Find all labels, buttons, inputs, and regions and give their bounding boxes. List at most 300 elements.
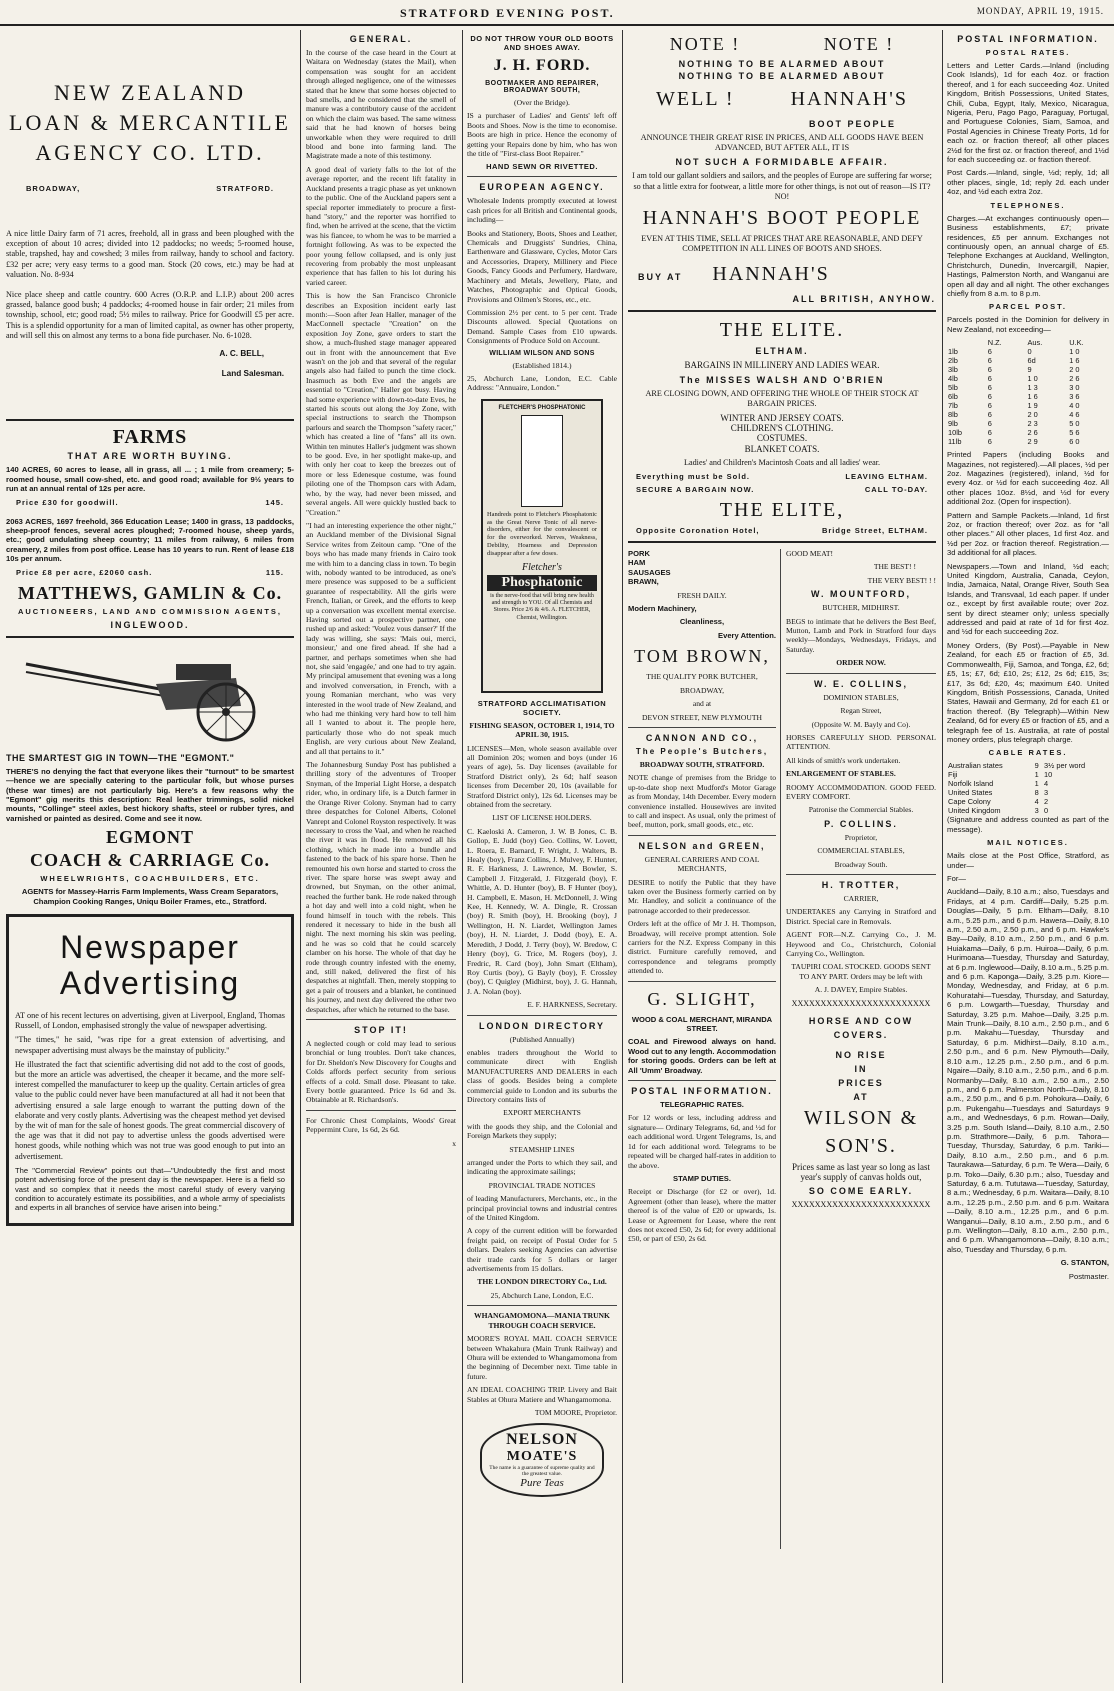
parcel-table-cell: 2lb bbox=[948, 356, 958, 366]
no-rise-4: AT bbox=[853, 1091, 869, 1102]
general-paragraph-2: A good deal of variety falls to the lot of the average reporter, and the recent lift fatality in Auckland presents a tragic phase as yet unknown to the public. One of the Auckland papers sent a special reporter immediately to procure a first-hand "story," and the reporter was horrified to find, when he arrived at the scene, that the victim was his fiancee, to whom he was to be married a fortnight following. As was to be expected the poor young fellow collapsed, and is only just recovering from probably the most unpleasant experience that has fallen to his lot during his varied career. bbox=[306, 164, 456, 287]
euro-items: Books and Stationery, Boots, Shoes and Leather, Chemicals and Druggists' Sundries, China, Earthenware and Glassware, Cycles, Motor Cars and Accessories, Drapery, Millinery and Piece Goods, Fancy Goods and Perfumery, Hardware, Machinery and Metals, Jewellery, Plate, and Watches, Photographic and Optical Goods, Provisions and Oilmen's Stores, etc., etc. bbox=[467, 228, 617, 304]
euro-paragraph: Wholesale Indents promptly executed at lowest cash prices for all British and Continental goods, including— bbox=[467, 196, 617, 225]
wilson-sons: SON'S. bbox=[825, 1134, 897, 1157]
parcel-paragraph: Parcels posted in the Dominion for delivery in New Zealand, not exceeding— bbox=[947, 315, 1109, 334]
cable-table-cell: Cape Colony bbox=[948, 797, 991, 807]
parcel-table-cell: 2 0 bbox=[1069, 365, 1080, 375]
elite-ladies: Ladies' and Children's Macintosh Coats and all ladies' wear. bbox=[683, 457, 881, 467]
trotter-name: H. TROTTER, bbox=[821, 879, 901, 890]
column-rule bbox=[462, 30, 463, 1683]
parcel-table-cell: 6 bbox=[987, 365, 992, 375]
whanga-signature: TOM MOORE, Proprietor. bbox=[534, 1407, 617, 1417]
euro-firm: WILLIAM WILSON AND SONS bbox=[489, 349, 595, 357]
no-rise-1: NO RISE bbox=[835, 1049, 887, 1060]
farms-number-2: 115. bbox=[265, 567, 284, 577]
whanga-title: WHANGAMOMONA—MANIA TRUNK THROUGH COACH SERVICE. bbox=[474, 1311, 610, 1330]
accl-season: FISHING SEASON, OCTOBER 1, 1914, TO APRIL 30, 1915. bbox=[469, 720, 615, 740]
parcel-table bbox=[947, 338, 1109, 446]
hoc-title-1: HORSE AND COW bbox=[808, 1015, 914, 1026]
collins-enlarge: ENLARGEMENT OF STABLES. bbox=[786, 769, 896, 779]
postal-postcards: Post Cards.—Inland, single, ½d; reply, 1d; all other places, single, 1d; reply 2d. each under 4oz, and ½d each extra 2oz. bbox=[947, 168, 1109, 197]
london-steam-paragraph: arranged under the Ports to which they sail, and indicating the approximate sailings; bbox=[467, 1158, 617, 1177]
newspapers-paragraph: Newspapers.—Town and Inland, ½d each; United Kingdom, Australia, Canada, Ceylon, India, Jamaica, Natal, Orange River, South Sea Islands, and Transvaal, 1d each paper. If under oz., except by first available route; over 2oz. sent by direct steamer only; unless specially addressed and paid at rate of 1d for first 4oz. and ½d for each succeeding 2oz. bbox=[947, 561, 1109, 637]
parcel-table-cell: 2 3 bbox=[1027, 419, 1038, 429]
pcollins-south: Broadway South. bbox=[834, 859, 888, 869]
cable-table-cell: 3 bbox=[1034, 806, 1039, 816]
farms-firm-name: MATTHEWS, GAMLIN & Co. bbox=[17, 582, 283, 603]
announce-text: ANNOUNCE THEIR GREAT RISE IN PRICES, AND ALL GOODS HAVE BEEN ADVANCED, BUT AFTER ALL, IT IS bbox=[640, 133, 924, 153]
cable-table-cell: Fiji bbox=[948, 770, 958, 780]
elite-title-2: THE ELITE, bbox=[719, 499, 845, 522]
cable-table-cell: 4 bbox=[1044, 779, 1049, 789]
pork-clean: Cleanliness, bbox=[679, 617, 725, 627]
cable-table-cell: United States bbox=[948, 788, 993, 798]
nelson-tagline: The name is a guarantee of supreme quality and the greatest value. bbox=[489, 1465, 595, 1478]
divider bbox=[6, 636, 294, 638]
collins-regan: Regan Street, bbox=[840, 706, 882, 716]
divider bbox=[628, 981, 776, 982]
cable-table bbox=[947, 761, 1109, 815]
nz-loc-left: BROADWAY, bbox=[26, 184, 81, 193]
pcollins-commercial: COMMERCIAL STABLES, bbox=[817, 846, 905, 856]
cable-note: (Signature and address counted as part of the message). bbox=[947, 815, 1109, 834]
collins-opposite: (Opposite W. M. Bayly and Co). bbox=[811, 719, 911, 729]
mail-title: MAIL NOTICES. bbox=[987, 838, 1069, 848]
stamp-paragraph: Receipt or Discharge (for £2 or over), 1d. Agreement (other than lease), where the matter thereof is of the value of £20 or upwards, 1s. Lease or Agreement for Lease, where the rent does not exceed £50, 2s 6d; for every additional £50, or part of £50, 2s 6d. bbox=[628, 1187, 776, 1244]
divider bbox=[628, 541, 936, 543]
well-text: WELL ! bbox=[656, 88, 735, 110]
divider bbox=[628, 1080, 776, 1081]
cable-table-row bbox=[947, 788, 1109, 797]
divider bbox=[786, 874, 936, 875]
cable-title: CABLE RATES. bbox=[988, 748, 1068, 758]
postal-rates-title: POSTAL RATES. bbox=[985, 48, 1071, 57]
parcel-table-cell: 3lb bbox=[948, 365, 958, 375]
parcel-table-row bbox=[947, 410, 1109, 419]
parcel-table-cell: 6lb bbox=[948, 392, 958, 402]
egmont-agents: AGENTS for Massey-Harris Farm Implements, Wass Cream Separators, Champion Cooking Ranges, Uniqu Boiler Frames, etc., Stratford. bbox=[21, 887, 279, 906]
parcel-table-cell: 6 bbox=[987, 419, 992, 429]
cable-table-cell: 9 bbox=[1034, 761, 1039, 771]
farms-subtitle: THAT ARE WORTH BUYING. bbox=[67, 451, 233, 462]
nelson-word-1: NELSON bbox=[506, 1431, 578, 1449]
nelson-teas: Pure Teas bbox=[520, 1477, 564, 1490]
ford-sub: BOOTMAKER AND REPAIRER, BROADWAY SOUTH, bbox=[485, 80, 599, 94]
gig-illustration bbox=[6, 644, 294, 744]
phosphatonic-name: Phosphatonic bbox=[487, 575, 597, 591]
euro-address: 25, Abchurch Lane, London, E.C. Cable Address: "Annuaire, London." bbox=[467, 373, 617, 393]
cable-table-cell: 1 bbox=[1034, 770, 1039, 780]
nz-title-2: LOAN & MERCANTILE bbox=[9, 110, 291, 135]
nelson-moates-advert bbox=[480, 1423, 604, 1497]
collins-patronise: Patronise the Commercial Stables. bbox=[808, 805, 914, 815]
boots-headline: DO NOT THROW YOUR OLD BOOTS AND SHOES AWAY. bbox=[470, 34, 614, 52]
parcel-table-cell: 2 0 bbox=[1027, 410, 1038, 420]
mountford-order: ORDER NOW. bbox=[836, 658, 886, 668]
no-rise-3: PRICES bbox=[838, 1077, 884, 1088]
parcel-table-cell: 2 9 bbox=[1027, 437, 1038, 447]
farms-title: FARMS bbox=[112, 426, 188, 449]
cable-table-cell: 2 bbox=[1044, 797, 1049, 807]
parcel-table-body bbox=[947, 347, 1109, 446]
well-row bbox=[628, 83, 936, 115]
parcel-table-cell: 0 bbox=[1027, 347, 1032, 357]
nz-paragraph-1: A nice little Dairy farm of 71 acres, freehold, all in grass and been ploughed with the exception of about 10 acres; divided into 12 paddocks; no weeds; 5-roomed house, stable, trapshed, hay and cowshed; 3 miles from railway, handy to school and factory. £32 per acre; very easy terms to a good man. Stock (20 cows, etc.) may be had at valuation. No. 8-934 bbox=[6, 229, 294, 279]
elite-secure: SECURE A BARGAIN NOW. bbox=[636, 485, 755, 495]
wilson-name: WILSON & bbox=[803, 1106, 919, 1129]
elite-winter-3: COSTUMES. bbox=[756, 433, 808, 444]
postal-info-title: POSTAL INFORMATION. bbox=[631, 1086, 773, 1097]
wilson-early: SO COME EARLY. bbox=[808, 1186, 914, 1197]
parcel-table-cell: 6 bbox=[987, 356, 992, 366]
whanga-paragraph-2: AN IDEAL COACHING TRIP. Livery and Bait Stables at Ohura Matiere and Whangamomona. bbox=[467, 1385, 617, 1404]
good-meat: GOOD MEAT! bbox=[786, 549, 834, 559]
cannon-peoples: The People's Butchers, bbox=[635, 746, 769, 756]
pcollins-proprietor: Proprietor, bbox=[844, 832, 878, 842]
newspaper-paragraph-2: "The times," he said, "was ripe for a great extension of advertising, and newspaper advertising must always be the mainstay of publicity." bbox=[15, 1035, 285, 1055]
elite-everything: Everything must be Sold. bbox=[636, 472, 751, 482]
accl-paragraph: LICENSES—Men, whole season available over all Dominion 20s; women and boys (under 16 years of age), 5s. Day licenses (available for Stratford District only), 2s 6d; half season licenses from December 20, 10s (available for Stratford District only), 12s 6d. Licenses may be obtained from the secretary. bbox=[467, 743, 617, 809]
farms-paragraph-1: 140 ACRES, 60 acres to lease, all in grass, all ... ; 1 mile from creamery; 5-roomed house, small cow-shed, etc. and good road; available for 9½ years to run at an annual rental of 12s per acre. bbox=[6, 465, 294, 494]
column-4-right bbox=[786, 549, 936, 1549]
telegraph-title: TELEGRAPHIC RATES. bbox=[660, 1100, 744, 1110]
nz-title-3: AGENCY CO. LTD. bbox=[35, 140, 265, 165]
tom-devon: DEVON STREET, NEW PLYMOUTH bbox=[641, 712, 763, 722]
elite-misses: The MISSES WALSH AND O'BRIEN bbox=[679, 374, 885, 385]
parcel-table-row bbox=[947, 365, 1109, 374]
divider bbox=[467, 176, 617, 177]
gig-headline: THE SMARTEST GIG IN TOWN—THE "EGMONT." bbox=[6, 752, 235, 763]
pork-modern: Modern Machinery, bbox=[628, 604, 697, 614]
tom-brown: TOM BROWN, bbox=[634, 646, 770, 667]
parcel-table-row bbox=[947, 356, 1109, 365]
accl-list: C. Kaeloski A. Cameron, J. W. B Jones, C. B. Gollop, E. Judd (boy) Geo. Collins, W. Lovett, L. Roera, E. Barnard, F. Wright, J. Walters, B. Healy (boy), Franz Collins, J. Mulvey, F. Hunter, R. F. Harkness, J. Lawrence, M. Bowler, S. Campbell J. Fitzgerald, J. Fitzgerald (boy), F. Whittle, A. D. Hunter (boy), B. F Hunter (boy), H. Campbell, E. Mason, H. McDonnell, J. Wing Kee, H. Kennedy, W. A. Dingle, R. Crossan (boy) R. Smith (boy), H. Brooking (boy), J Wellington, H. N. Liardet, Wellington James (boy), H. N. Liardet, J. Dodd (boy), E. A. Meredith, J Dodd, J. Terry (boy), W. Bredow, C Henry (boy), G. Trice, M. Rogers (boy), J. Fredric, R. Card (boy), John Smart (Eltham), Roy Curtis (boy), G Bayly (boy), F. Crossley (boy), C Quigley (Midhirst, boy), J. G. Hannah, J. A. Nolan (boy). bbox=[467, 826, 617, 996]
trotter-taupiri: TAUPIRI COAL STOCKED. GOODS SENT TO ANY PART. Orders may be left with bbox=[791, 962, 931, 981]
trotter-carrier: CARRIER, bbox=[843, 893, 879, 903]
nelson-green-paragraph: DESIRE to notify the Public that they have taken over the Business formerly carried on by Mr. Handley, and solicit a continuance of the patronage accorded to their predecessor. bbox=[628, 877, 776, 915]
masthead bbox=[0, 4, 1114, 26]
general-paragraph-1: In the course of the case heard in the Court at Waitara on Wednesday (states the Mail), when compensation was sought for an accident through alleged negligence, one of the witnesses stated that he knew that some horses objected to bad smells, and he considered that the smell of manure was a contributory cause of the accident on which the claim was based. The same witness said that he had known of horses being unworkable when they were required to drill blood and bone into farming land. The Magistrate made a note of this testimony. bbox=[306, 48, 456, 161]
divider bbox=[786, 673, 936, 674]
nz-loan-advert bbox=[6, 80, 294, 379]
phosphatonic-advert bbox=[481, 399, 603, 693]
general-paragraph-5: The Johannesburg Sunday Post has published a thrilling story of the adventures of Trooper Snyman, of the Imperial Light Horse, a despatch rider, who, in ordinary life, is a Dutch farmer in the Orange River Colony. Snyman had to carry three despatches for Colonel Alberts, Colonel Vanrept and Colonel Royston respectively. It was necessary to cross the Vaal, and when he reached the river it was in flood. He removed all his clothing, which he made into a bundle and fastened to the back of his spare horse. Then he remounted his own horse and started to cross the river. The spare horse was swept away and drowned, but Snyman, on the other animal, reached the further bank. He rode naked through a hot day and well into a cold night, when he found himself in touch with the rebels. This rendered it necessary to hide in the bush all night. The next morning his skin was peeling, and he was so cold that he could scarcely clamber on his horse. The whole of that day he rode through country infested with the enemy, and, still naked, delivered the first of his despatches at nightfall. Then, merely stopping to get a pair of trousers and a blanket, he continued his journey, and next day delivered the other two despatches, after which he returned to the base. bbox=[306, 760, 456, 1014]
masthead-title: STRATFORD EVENING POST. bbox=[400, 6, 615, 20]
elite-leaving: LEAVING ELTHAM. bbox=[845, 472, 928, 482]
accl-title: STRATFORD ACCLIMATISATION SOCIETY. bbox=[477, 698, 607, 717]
cable-table-row bbox=[947, 770, 1109, 779]
gig-paragraph: THERE'S no denying the fact that everyone likes their "turnout" to be smartest—hence we are specially catering to the particular folk, but whose purses (these war times) are not particularly big. Here's a few reasons why the "Egmont" gig merits this description: Real leather trimmings, solid nickel mounts, "Collinge" steel axles, best hickory shafts, steel or rubber tyres, and varnished or painted as desired. Come and see it now. bbox=[6, 766, 294, 823]
divider bbox=[628, 835, 776, 836]
telephones-paragraph: Charges.—At exchanges continuously open—Business establishments, £7; private residences, £5 per annum. Exchanges not continuously open, an annual charge of £5. Telephone Exchanges at Auckland, Wellington, Christchurch, Dunedin, Invercargill, Napier, Hastings, Palmerston North, and Wanganui are open all day and all night. The other exchanges chiefly from 8 a.m. to 8 p.m. bbox=[947, 213, 1109, 298]
cable-table-cell: 4 bbox=[1034, 797, 1039, 807]
elite-eltham: ELTHAM. bbox=[755, 346, 809, 357]
slight-paragraph: COAL and Firewood always on hand. Wood cut to any length. Accommodation for storing goods. Orders can be left at All 'Umm' Broadway. bbox=[628, 1037, 776, 1075]
parcel-table-cell: 1 6 bbox=[1027, 392, 1038, 402]
parcel-table-cell: 6 bbox=[987, 410, 992, 420]
parcel-table-cell: 5lb bbox=[948, 383, 958, 393]
parcel-header-cell: N.Z. bbox=[987, 338, 1002, 348]
slight-name: G. SLIGHT, bbox=[647, 988, 757, 1009]
parcel-table-cell: 1lb bbox=[948, 347, 958, 357]
parcel-title: PARCEL POST. bbox=[989, 302, 1067, 312]
hoc-title-2: COVERS. bbox=[833, 1029, 889, 1040]
all-british-text: ALL BRITISH, ANYHOW. bbox=[792, 294, 936, 305]
farms-number-1: 145. bbox=[265, 497, 284, 507]
elite-bridge: Bridge Street, ELTHAM. bbox=[821, 526, 928, 536]
mountford-butcher: BUTCHER, MIDHIRST. bbox=[822, 603, 900, 613]
parcel-header-cell: U.K. bbox=[1069, 338, 1084, 348]
parcel-table-row bbox=[947, 347, 1109, 356]
parcel-table-cell: 4 0 bbox=[1069, 401, 1080, 411]
nelson-green-name: NELSON and GREEN, bbox=[638, 840, 766, 851]
cable-table-cell: 8 bbox=[1034, 788, 1039, 798]
euro-established: (Established 1814.) bbox=[512, 360, 572, 370]
parcel-table-cell: 4 6 bbox=[1069, 410, 1080, 420]
london-provincial: PROVINCIAL TRADE NOTICES bbox=[488, 1180, 596, 1190]
hannahs-boot-people-title: HANNAH'S BOOT PEOPLE bbox=[642, 207, 922, 230]
collins-name: W. E. COLLINS, bbox=[813, 678, 908, 689]
phosphatonic-text: Handreds point to Fletcher's Phosphatonic as the Great Nerve Tonic of all nerve-disorders, either for the convalescent or for the overworked. Nerves, Weakness, Debility, Hoarness and Depression disappear after a few doses. bbox=[487, 510, 597, 557]
stamp-title: STAMP DUTIES. bbox=[673, 1173, 731, 1183]
parcel-table-cell: 7lb bbox=[948, 401, 958, 411]
buy-at-text: BUY AT bbox=[638, 272, 683, 283]
divider bbox=[628, 310, 936, 312]
column-rule bbox=[622, 30, 623, 1683]
column-rule bbox=[300, 30, 301, 1683]
nz-loc-right: STRATFORD. bbox=[216, 184, 274, 193]
masthead-date: MONDAY, APRIL 19, 1915. bbox=[976, 6, 1104, 16]
parcel-header-cell: Aus. bbox=[1027, 338, 1043, 348]
parcel-table-cell: 1 0 bbox=[1069, 347, 1080, 357]
farms-price-1: Price £30 for goodwill. bbox=[16, 497, 119, 507]
soldiers-text: I am told our gallant soldiers and sailors, and the peoples of Europe are suffering far worse; so that a little extra for footwear, a little more for other things, is not out of reason—IS IT? NO! bbox=[632, 171, 932, 201]
egmont-coach: COACH & CARRIAGE Co. bbox=[30, 850, 270, 871]
nothing-2: NOTHING TO BE ALARMED ABOUT bbox=[678, 71, 886, 81]
cable-table-row bbox=[947, 779, 1109, 788]
elite-winter-1: WINTER AND JERSEY COATS. bbox=[720, 413, 844, 424]
accl-list-title: LIST OF LICENSE HOLDERS. bbox=[492, 813, 592, 823]
column-2 bbox=[306, 30, 456, 1683]
newspaper-title-2: Advertising bbox=[59, 964, 241, 1001]
pork-fresh: FRESH DAILY. bbox=[677, 590, 727, 600]
elite-opposite: Opposite Coronation Hotel, bbox=[636, 526, 760, 536]
divider bbox=[6, 419, 294, 421]
parcel-table-cell: 5 0 bbox=[1069, 419, 1080, 429]
london-provincial-paragraph: of leading Manufacturers, Merchants, etc., in the principal provincial towns and industrial centres of the United Kingdom. bbox=[467, 1194, 617, 1223]
general-title: GENERAL. bbox=[349, 34, 413, 44]
parcel-table-cell: 2 6 bbox=[1069, 374, 1080, 384]
parcel-table-cell: 9lb bbox=[948, 419, 958, 429]
whanga-paragraph: MOORE'S ROYAL MAIL COACH SERVICE between Whakahura (Main Trunk Railway) and Ohura will be extended to Whangamomona from the beginning of December next. Time table in future. bbox=[467, 1334, 617, 1381]
cable-table-cell: 3 bbox=[1044, 788, 1049, 798]
farms-price-2: Price £8 per acre, £2060 cash. bbox=[16, 567, 153, 577]
elite-title: THE ELITE. bbox=[719, 319, 845, 342]
divider bbox=[467, 1015, 617, 1016]
mail-list: Auckland—Daily, 8.10 a.m.; also, Tuesdays and Fridays, at 4 p.m. Cardiff—Daily, 5.25 p.m. Douglas—Daily, 5 p.m. Eltham—Daily, 8.10 a.m., 5.25 p.m., and 6 p.m. Hawera—Daily, 8.10 a.m., 2.50 a.m., 2.50 p.m., and 6 p.m. Hawke's Bay—Daily, 8.10 a.m., 2.50 p.m., and 6 p.m. Huiakama—Daily, 6 p.m. Huiroa—Daily, 6 p.m. Hurimoana—Tuesday, Thursday and Saturday, at 6 p.m. Inglewood—Daily, 8.10 a.m., 5.25 p.m. and 6 p.m. Kaponga—Daily, 3.25 p.m. Kiore—Monday, Wednesday, and Friday, at 6 p.m. Kohuratahi—Tuesday, Thursday, and Saturday, 6 p.m. Lowgarth—Tuesday, Thursday and Saturday, 3.25 p.m. Mahoe—Daily, 3.25 p.m. Main Trunk—Daily, 8.10 a.m., 2.50 p.m., and 6 p.m. Makahu—Tuesday, Thursday and Saturday, 6 p.m. Midhirst—Daily, 8.10 a.m., 2.50 p.m., and 6 p.m. New Plymouth—Daily, 8.10 a.m., 12.25 p.m., 2.50 p.m., and 6 p.m. Ngaire—Daily, 8.10 a.m., 2.50 p.m., and 6 p.m. Normanby—Daily, 8.10 a.m., 2.50 a.m., 2.50 p.m., and 6 p.m. Palmerston North—Daily, 8.10 a.m., 2.50 p.m., and 6 p.m. Pohokura—Daily, 6 p.m. Pukengahu—Tuesdays and Saturdays 9 a.m., and Wednesdays, 6 p.m. Rowan—Daily, 3.25 p.m. South Island—Daily, 8.10 a.m., 2.50 p.m. Strathmore—Daily, 6 p.m. Tahora—Tuesday, Thursday, Saturday, 6 p.m. Tariki—Daily, 8.10 a.m., 2.50 p.m., and 6 p.m. Taurakawa—Saturday, 6 p.m. Te Wera—Daily, 6 p.m. Toko—Daily, 6.30 p.m.; also, Tuesday and Saturday, 6 a.m. Tututawa—Tuesday, Saturday, 8 a.m.; Wednesday, 6 p.m. Waitara—Daily, 8.10 a.m., 12.25 p.m., 2.50 p.m. and 6 p.m. Waitara—Daily, 8.10 a.m., 12.25 p.m., and 6 p.m. Wanganui—Daily, 8.10 a.m., 2.50 p.m., and 6 p.m. Wellington—Daily, 8.10 a.m., 2.50 p.m., and 6 p.m. Whangamomona—Daily, 8.10 a.m.; also, Tuesday and Thursday, 6 p.m. bbox=[947, 887, 1109, 1254]
parcel-table-cell: 6 bbox=[987, 383, 992, 393]
cable-table-body bbox=[947, 761, 1109, 815]
newspaper-advertising-box bbox=[6, 914, 294, 1226]
postal-title: POSTAL INFORMATION. bbox=[957, 34, 1099, 44]
parcel-table-row bbox=[947, 428, 1109, 437]
pork-list: PORK HAM SAUSAGES BRAWN, bbox=[628, 549, 671, 587]
ford-paragraph: IS a purchaser of Ladies' and Gents' left off Boots and Shoes. Now is the time to economise. Boots are high in price. Hence the economy of getting your Repairs done by him, who has won the title of "First-class Boot Repairer." bbox=[467, 111, 617, 159]
accl-secretary: E. F. HARKNESS, Secretary. bbox=[527, 1000, 617, 1010]
stop-it-title: STOP IT! bbox=[354, 1025, 408, 1036]
farms-firm-sub: AUCTIONEERS, LAND AND COMMISSION AGENTS, bbox=[17, 606, 283, 616]
telegraph-paragraph: For 12 words or less, including address and signature— Ordinary Telegrams, 6d, and ½d for each additional word. Urgent Telegrams, 1s, and 1d for each additional word. Telegrams to be repeated will be charged half-rates in addition to the above. bbox=[628, 1113, 776, 1170]
collins-roomy: ROOMY ACCOMMODATION. GOOD FEED. EVERY COMFORT. bbox=[786, 782, 936, 801]
elite-bargains: BARGAINS IN MILLINERY AND LADIES WEAR. bbox=[684, 360, 880, 371]
london-copy: A copy of the current edition will be forwarded freight paid, on receipt of Postal Order for 5 dollars. Dealers seeking Agencies can advertise their trade cards for 5 dollars or larger advertisements from 15 dollars. bbox=[467, 1226, 617, 1274]
phosphatonic-foot: is the nerve-food that will bring new health and strength to YOU. Of all Chemists and Stores. Price 2/6 & 4/6. A. FLETCHER, Chemist, Wellington. bbox=[490, 592, 594, 621]
parcel-table-cell: 6 bbox=[987, 374, 992, 384]
column-rule bbox=[942, 30, 943, 1683]
cable-table-cell: Australian states bbox=[948, 761, 1003, 771]
newspaper-paragraph-1: AT one of his recent lectures on advertising, given at Liverpool, England, Thomas Russell, of London, emphasised strongly the value of newspaper advertising. bbox=[15, 1010, 285, 1031]
peppermint-paragraph: For Chronic Chest Complaints, Woods' Great Peppermint Cure, 1s 6d, 2s 6d. bbox=[306, 1115, 456, 1135]
euro-terms: Commission 2½ per cent. to 5 per cent. Trade Discounts allowed. Special Quotations on Demand. Sample Cases from £10 upwards. Consignments of Produce Sold on Account. bbox=[467, 307, 617, 346]
parcel-table-cell: 9 bbox=[1027, 365, 1032, 375]
phosphatonic-label-top: FLETCHER'S PHOSPHATONIC bbox=[498, 404, 586, 411]
newspaper-advertising-title bbox=[15, 929, 285, 1001]
parcel-table-cell: 6d bbox=[1027, 356, 1036, 366]
trotter-davey: A. J. DAVEY, Empire Stables. bbox=[814, 985, 908, 995]
parcel-table-cell: 1 6 bbox=[1069, 356, 1080, 366]
column-4-left bbox=[628, 549, 776, 1549]
parcel-table-cell: 11lb bbox=[948, 437, 962, 447]
london-address: 25, Abchurch Lane, London, E.C. bbox=[490, 1290, 594, 1300]
buy-at-row bbox=[638, 258, 926, 290]
london-sub: (Published Annually) bbox=[509, 1034, 575, 1044]
pcollins-name: P. COLLINS. bbox=[824, 818, 898, 829]
elite-winter-4: BLANKET COATS. bbox=[744, 443, 820, 454]
nz-signature: A. C. BELL, bbox=[219, 349, 264, 359]
not-such-text: NOT SUCH A FORMIDABLE AFFAIR. bbox=[675, 157, 889, 168]
nz-paragraph-2: Nice place sheep and cattle country. 600 Acres (O.R.P. and L.I.P.) about 200 acres grassed, balance good bush; 4 paddocks; 4-roomed house in fair order; 21 miles from township, school, etc; good road; 5½ miles to railway. Price for Goodwill £5 per acre. This is a splendid opportunity for a man of limited capital, as owner has other property, and will sell this on almost any terms to a bona fide purchaser. No. 6-1028. bbox=[6, 290, 294, 340]
slight-sub: WOOD & COAL MERCHANT, MIRANDA STREET. bbox=[631, 1014, 773, 1034]
parcel-table-cell: 6 bbox=[987, 428, 992, 438]
london-export-paragraph: with the goods they ship, and the Colonial and Foreign Markets they supply; bbox=[467, 1121, 617, 1141]
farms-paragraph-2: 2063 ACRES, 1697 freehold, 366 Education Lease; 1400 in grass, 13 paddocks, sheep-proof fences, several acres ploughed; 7-roomed house, sheep yards, etc.; good undulating sheep country; 11 miles from railway, 6 miles from creamery, 2 miles from post office. Lease has 10 years to run. Rent of lease £18 10s per annum. bbox=[6, 516, 294, 564]
tom-broadway: BROADWAY, bbox=[679, 685, 725, 695]
egmont-sub: WHEELWRIGHTS, COACHBUILDERS, ETC. bbox=[40, 874, 260, 884]
parcel-table-row bbox=[947, 401, 1109, 410]
london-steam: STEAMSHIP LINES bbox=[509, 1144, 575, 1154]
telephones-title: TELEPHONES. bbox=[990, 200, 1066, 210]
pattern-paragraph: Pattern and Sample Packets.—Inland, 1d first 2oz, or fraction thereof; over 2oz. as for "all other places." All other places, 1d first 4oz. and ½d per 2oz. or fraction thereof. Registration.—3d additional for all places. bbox=[947, 510, 1109, 558]
subcolumn-rule bbox=[780, 549, 781, 1549]
ford-sub-2: (Over the Bridge). bbox=[514, 98, 570, 107]
column-4-lower bbox=[628, 549, 936, 1549]
cannon-paragraph: NOTE change of premises from the Bridge to up-to-date shop next Mudford's Motor Garage as from Monday, 14th December. Every modern convenience installed. Housewives are invited to call and inspect. As usual, only the primest of beef, mutton, pork, small goods, etc., etc. bbox=[628, 773, 776, 830]
postal-letters: Letters and Letter Cards.—Inland (including Cook Islands), 1d for each 4oz. or fraction thereof, and 1 for each succeeding 4oz. United Kingdom, British Possessions, United States, Chili, Cuba, Egypt, Italy, Mexico, Nicaragua, Nigeria, Peru, Pago Pago, Paraguay, Portugal, and Portuguese Colonies, Siam, Samoa, and Postal Agencies in Chinese Treaty Ports, 1d for each oz. or fraction thereof; all other places 2½d for the first oz. or fraction thereof, and 1½d for each succeeding oz. or fraction thereof. bbox=[947, 61, 1109, 165]
nz-location-row bbox=[26, 184, 274, 193]
tom-quality: THE QUALITY PORK BUTCHER, bbox=[646, 672, 758, 682]
x-border-top: XXXXXXXXXXXXXXXXXXXXXXXX bbox=[791, 998, 931, 1008]
parcel-table-cell: 5 6 bbox=[1069, 428, 1080, 438]
divider bbox=[306, 1110, 456, 1111]
divider bbox=[467, 1305, 617, 1306]
hannahs-text: HANNAH'S bbox=[790, 88, 908, 110]
cable-table-cell: United Kingdom bbox=[948, 806, 1001, 816]
boot-people: BOOT PEOPLE bbox=[808, 119, 896, 129]
parcel-table-cell: 8lb bbox=[948, 410, 958, 420]
parcel-table-cell: 10lb bbox=[948, 428, 962, 438]
cannon-location: BROADWAY SOUTH, STRATFORD. bbox=[639, 759, 765, 769]
parcel-table-cell: 1 0 bbox=[1027, 374, 1038, 384]
elite-closing: ARE CLOSING DOWN, AND OFFERING THE WHOLE OF THEIR STOCK AT BARGAIN PRICES. bbox=[645, 388, 919, 408]
even-text: EVEN AT THIS TIME, SELL AT PRICES THAT ARE REASONABLE, AND DEFY COMPETITION IN ALL LINES OF BOOTS AND SHOES. bbox=[641, 234, 923, 254]
parcel-table-cell: 4lb bbox=[948, 374, 958, 384]
farms-firm-location: INGLEWOOD. bbox=[110, 619, 190, 630]
elite-call: CALL TO-DAY. bbox=[864, 485, 928, 495]
column-1 bbox=[6, 30, 294, 1683]
pork-every: Every Attention. bbox=[718, 630, 776, 640]
ford-tag: HAND SEWN OR RIVETTED. bbox=[486, 162, 598, 172]
farms-advert bbox=[6, 427, 294, 629]
column-3 bbox=[467, 30, 617, 1683]
collins-dominion: DOMINION STABLES, bbox=[823, 692, 899, 702]
collins-smith: All kinds of smith's work undertaken. bbox=[786, 755, 901, 765]
egmont-name: EGMONT bbox=[105, 827, 194, 848]
note-row bbox=[628, 34, 936, 55]
cable-table-cell: 3½ per word bbox=[1044, 761, 1086, 771]
x-border-bottom: XXXXXXXXXXXXXXXXXXXXXXXX bbox=[791, 1200, 931, 1210]
best-1: THE BEST! ! bbox=[873, 562, 916, 572]
phosphatonic-brand: Fletcher's bbox=[522, 561, 562, 573]
euro-title: EUROPEAN AGENCY. bbox=[479, 182, 605, 193]
collins-horses: HORSES CAREFULLY SHOD. PERSONAL ATTENTION. bbox=[786, 732, 936, 752]
divider bbox=[306, 1019, 456, 1020]
mail-for: For— bbox=[947, 873, 966, 883]
nothing-1: NOTHING TO BE ALARMED ABOUT bbox=[678, 59, 886, 69]
nz-title-1: NEW ZEALAND bbox=[53, 80, 247, 105]
column-4 bbox=[628, 30, 936, 1683]
divider bbox=[628, 727, 776, 728]
parcel-table-cell: 6 bbox=[987, 392, 992, 402]
cable-table-cell: Norfolk Island bbox=[948, 779, 994, 789]
parcel-table-cell: 2 6 bbox=[1027, 428, 1038, 438]
stop-it-paragraph: A neglected cough or cold may lead to serious bronchial or lung troubles. Don't take chances, for Dr. Sheldon's New Discovery for Coughs and Colds affords perfect security from serious effects of a cold. Small dose. Pleasant to take. Every bottle guaranteed. Price 1s 6d and 3s. Obtainable at R. Richardson's. bbox=[306, 1039, 456, 1105]
column-5 bbox=[947, 30, 1109, 1683]
parcel-header-cell bbox=[947, 338, 987, 347]
parcel-table-cell: 6 bbox=[987, 437, 992, 447]
note-2: NOTE ! bbox=[823, 34, 895, 54]
gig-advert bbox=[6, 644, 294, 906]
london-firm: THE LONDON DIRECTORY Co., Ltd. bbox=[477, 1277, 607, 1287]
cable-table-cell: 1 bbox=[1034, 779, 1039, 789]
newspaper-paragraph-3: He illustrated the fact that scientific advertising did not add to the cost of goods, but the more an article was advertised, the cheaper it became, and the more self-interest compelled the manufacturer to keep up the quality. Certain articles of grea value to the public could never have been manufactured at all had it not been that advertising ensured a sale large enough to warrant the putting down of the elaborate and very costly plants. Advertising was the cheapest method yet devised by the wit of man for the sale of honest goods. The great commercial discovery of the age was that it did not pay to advertise unless the goods advertised were honest goods, while nothing which was not true was good enough to put into an advertisement. bbox=[15, 1059, 285, 1161]
nz-role: Land Salesman. bbox=[221, 369, 284, 379]
nelson-green-paragraph-2: Orders left at the office of Mr J. H. Thompson, Broadway, will receive prompt attention. Sole carriers for the N.Z. Express Company in this district. Furniture carefully removed, and correspondence and telegrams promptly attended to. bbox=[628, 919, 776, 976]
bottle-icon bbox=[521, 415, 563, 507]
london-paragraph: enables traders throughout the World to communicate direct with English MANUFACTURERS AND DEALERS in each class of goods. Besides being a complete commercial guide to London and its suburbs the Directory contains lists of bbox=[467, 1047, 617, 1104]
elite-row-1 bbox=[636, 472, 928, 481]
parcel-table-cell: 1 9 bbox=[1027, 401, 1038, 411]
newspaper-title-1: Newspaper bbox=[60, 928, 240, 965]
cable-table-cell: 10 bbox=[1044, 770, 1053, 780]
parcel-table-cell: 6 bbox=[987, 347, 992, 357]
general-paragraph-4: "I had an interesting experience the other night," an Auckland member of the Divisional Signal Service writes from Zeitoun camp. "One of the boys who has made many friends in Cairo took me with him to a dancing class in town. To begin with, nobody wanted to be introduced, as one's mere presence was supposed to be a sufficient guarantee of respectability. All the girls were French, Italian, or Greek, and the efforts to keep up a conversation was excellent mental exercise. Having sorted out a prospective partner, one rushed up and asked: 'Voulez vous danser?' If the lady was willing, she says: 'Mais oui, merci, monsieur,' and one fired ahead. If she had a partner, and perhaps sometimes when she had not, she said 'engagée,' and one had to try again. My principal amusement that evening was a long and involved conversation, in French, with a young Romanian merchant, who was very interested in the wool trade of New Zealand, and who had me thinking very hard how to tell him all I wanted to about it. The people here, particularly those who do not speak much English, are very curious about New Zealand, and all that pertains to it." bbox=[306, 520, 456, 756]
london-export: EXPORT MERCHANTS bbox=[503, 1108, 581, 1118]
london-title: LONDON DIRECTORY bbox=[478, 1020, 605, 1031]
parcel-table-cell: 6 0 bbox=[1069, 437, 1080, 447]
wilson-prices: Prices same as last year so long as last year's supply of canvas holds out, bbox=[792, 1161, 930, 1182]
newspaper-paragraph-4: The "Commercial Review" points out that—"Undoubtedly the first and most potent advertising force of the present day is the newspaper. Here is a field so vast and so complex that it needs the most careful study of every varying condition to accurately estimate its possibilities, and a whole army of specialists and experts in all branches of service have arisen into being." bbox=[15, 1165, 285, 1213]
